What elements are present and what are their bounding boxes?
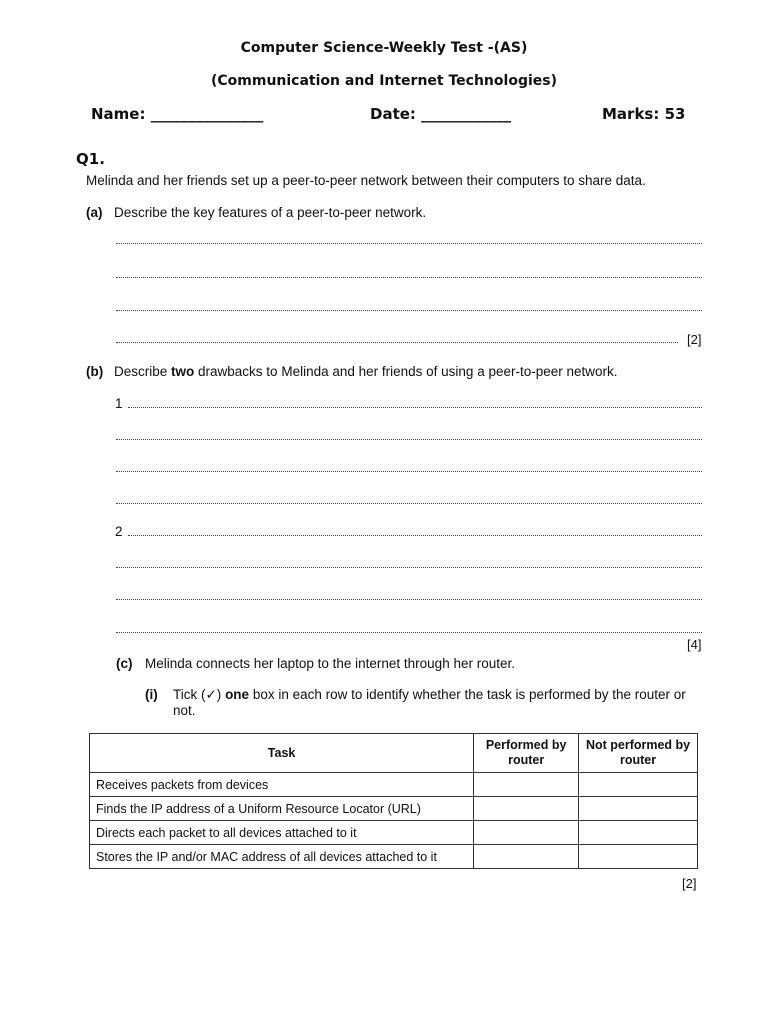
answer-line[interactable] xyxy=(116,567,702,568)
answer-line[interactable] xyxy=(116,599,702,600)
question-number: Q1. xyxy=(76,150,105,168)
not-performed-tick-box[interactable] xyxy=(579,797,698,821)
part-ci-text-line2: not. xyxy=(173,703,196,718)
part-c-text: Melinda connects her laptop to the internet through her router. xyxy=(145,656,515,671)
table-row xyxy=(90,845,698,869)
test-title: Computer Science-Weekly Test -(AS) xyxy=(240,40,528,56)
answer-line[interactable] xyxy=(116,471,702,472)
part-ci-label: (i) xyxy=(145,687,158,702)
answer-line[interactable] xyxy=(116,310,702,311)
task-cell: Directs each packet to all devices attached to it xyxy=(90,821,474,845)
question-intro: Melinda and her friends set up a peer-to-peer network between their computers to share data. xyxy=(86,173,646,188)
answer-line[interactable] xyxy=(116,342,678,343)
answer-item-number: 2 xyxy=(115,524,123,539)
performed-tick-box[interactable] xyxy=(474,845,579,869)
name-field: Name: _______________ xyxy=(91,105,264,123)
table-header-task: Task xyxy=(90,734,474,773)
table-header-not-performed: Not performed by router xyxy=(579,734,698,773)
date-field: Date: ____________ xyxy=(370,105,512,123)
answer-line[interactable] xyxy=(116,632,702,633)
part-ci-text-line1: Tick (✓) one box in each row to identify whether the task is performed by the router or xyxy=(173,687,686,702)
marks-total: Marks: 53 xyxy=(602,105,686,123)
answer-line[interactable] xyxy=(116,503,702,504)
answer-line[interactable] xyxy=(128,407,702,408)
table-header-performed: Performed by router xyxy=(474,734,579,773)
not-performed-tick-box[interactable] xyxy=(579,773,698,797)
table-row xyxy=(90,797,698,821)
test-subtitle: (Communication and Internet Technologies) xyxy=(210,73,557,89)
task-cell: Finds the IP address of a Uniform Resource Locator (URL) xyxy=(90,797,474,821)
part-a-marks: [2] xyxy=(687,332,702,347)
table-row xyxy=(90,773,698,797)
performed-tick-box[interactable] xyxy=(474,821,579,845)
answer-item-number: 1 xyxy=(115,396,123,411)
answer-line[interactable] xyxy=(116,243,702,244)
answer-line[interactable] xyxy=(116,277,702,278)
task-cell: Receives packets from devices xyxy=(90,773,474,797)
part-c-label: (c) xyxy=(116,656,133,671)
answer-line[interactable] xyxy=(116,439,702,440)
answer-line[interactable] xyxy=(128,535,702,536)
not-performed-tick-box[interactable] xyxy=(579,845,698,869)
part-a-label: (a) xyxy=(86,205,103,220)
part-b-text: Describe two drawbacks to Melinda and her friends of using a peer-to-peer network. xyxy=(114,364,618,379)
part-a-text: Describe the key features of a peer-to-peer network. xyxy=(114,205,427,220)
router-task-table xyxy=(89,733,698,869)
not-performed-tick-box[interactable] xyxy=(579,821,698,845)
table-row xyxy=(90,821,698,845)
performed-tick-box[interactable] xyxy=(474,797,579,821)
table-header-row xyxy=(90,734,698,773)
part-b-marks: [4] xyxy=(687,637,702,652)
task-cell: Stores the IP and/or MAC address of all devices attached to it xyxy=(90,845,474,869)
performed-tick-box[interactable] xyxy=(474,773,579,797)
part-b-label: (b) xyxy=(86,364,104,379)
part-c-marks: [2] xyxy=(682,876,697,891)
